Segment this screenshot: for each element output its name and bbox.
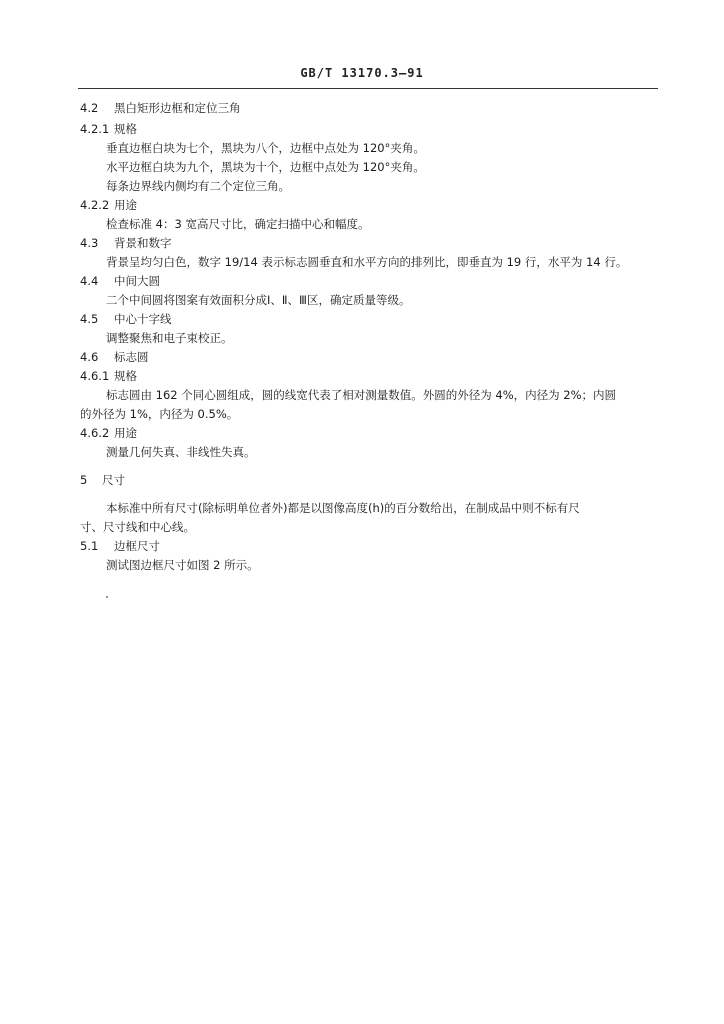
section-number: 4.2 bbox=[80, 101, 99, 115]
section-title: 规格 bbox=[114, 122, 137, 136]
section-title: 规格 bbox=[114, 369, 137, 383]
paragraph-4-2-2-line-1: 检查标准 4：3 宽高尺寸比，确定扫描中心和幅度。 bbox=[106, 217, 370, 231]
paragraph-5-line-1: 本标准中所有尺寸(除标明单位者外)都是以图像高度(h)的百分数给出，在制成品中则不标有尺 bbox=[106, 501, 580, 515]
paragraph-4-3-line-1: 背景呈均匀白色，数字 19/14 表示标志圆垂直和水平方向的排列比，即垂直为 19 行，水平为 14 行。 bbox=[106, 255, 628, 269]
section-number: 4.6.1 bbox=[80, 369, 110, 383]
section-title: 中间大圆 bbox=[114, 274, 160, 288]
paragraph-4-4-line-1: 二个中间圆将图案有效面积分成Ⅰ、Ⅱ、Ⅲ区，确定质量等级。 bbox=[106, 293, 411, 307]
section-heading-4-2 bbox=[80, 101, 241, 115]
section-title: 用途 bbox=[114, 426, 137, 440]
section-heading-4-2-2 bbox=[80, 198, 137, 212]
section-title: 黑白矩形边框和定位三角 bbox=[114, 101, 241, 115]
paragraph-5-1-line-1: 测试图边框尺寸如图 2 所示。 bbox=[106, 558, 259, 572]
section-heading-5 bbox=[80, 473, 125, 487]
paragraph-4-2-1-line-1: 垂直边框白块为七个，黑块为八个，边框中点处为 120°夹角。 bbox=[106, 141, 425, 155]
section-number: 4.5 bbox=[80, 312, 99, 326]
section-number: 4.6 bbox=[80, 350, 99, 364]
section-number: 4.6.2 bbox=[80, 426, 110, 440]
section-number: 4.4 bbox=[80, 274, 99, 288]
section-number: 5 bbox=[80, 473, 88, 487]
section-heading-4-5 bbox=[80, 312, 172, 326]
section-title: 边框尺寸 bbox=[114, 539, 160, 553]
section-title: 背景和数字 bbox=[114, 236, 172, 250]
section-title: 用途 bbox=[114, 198, 137, 212]
section-heading-4-3 bbox=[80, 236, 172, 250]
section-heading-4-2-1 bbox=[80, 122, 137, 136]
standard-code-header: GB/T 13170.3—91 bbox=[300, 66, 424, 80]
section-title: 中心十字线 bbox=[114, 312, 172, 326]
paragraph-4-2-1-line-3: 每条边界线内侧均有二个定位三角。 bbox=[106, 179, 290, 193]
section-title: 尺寸 bbox=[102, 473, 125, 487]
section-title: 标志圆 bbox=[114, 350, 149, 364]
section-number: 4.2.2 bbox=[80, 198, 110, 212]
section-number: 4.2.1 bbox=[80, 122, 110, 136]
section-heading-4-4 bbox=[80, 274, 160, 288]
paragraph-4-6-1-line-2: 的外径为 1%，内径为 0.5%。 bbox=[80, 407, 239, 421]
paragraph-4-6-2-line-1: 测量几何失真、非线性失真。 bbox=[106, 445, 256, 459]
paragraph-4-5-line-1: 调整聚焦和电子束校正。 bbox=[106, 331, 233, 345]
section-heading-4-6 bbox=[80, 350, 149, 364]
paragraph-4-6-1-line-1: 标志圆由 162 个同心圆组成，圆的线宽代表了相对测量数值。外圆的外径为 4%，内径为 2%；内圆 bbox=[106, 388, 617, 402]
paragraph-5-line-2: 寸、尺寸线和中心线。 bbox=[80, 520, 195, 534]
section-number: 4.3 bbox=[80, 236, 99, 250]
section-heading-5-1 bbox=[80, 539, 160, 553]
paragraph-4-2-1-line-2: 水平边框白块为九个，黑块为十个，边框中点处为 120°夹角。 bbox=[106, 160, 425, 174]
section-heading-4-6-2 bbox=[80, 426, 137, 440]
scan-speck bbox=[106, 596, 108, 598]
header-rule bbox=[78, 88, 658, 89]
section-number: 5.1 bbox=[80, 539, 99, 553]
section-heading-4-6-1 bbox=[80, 369, 137, 383]
